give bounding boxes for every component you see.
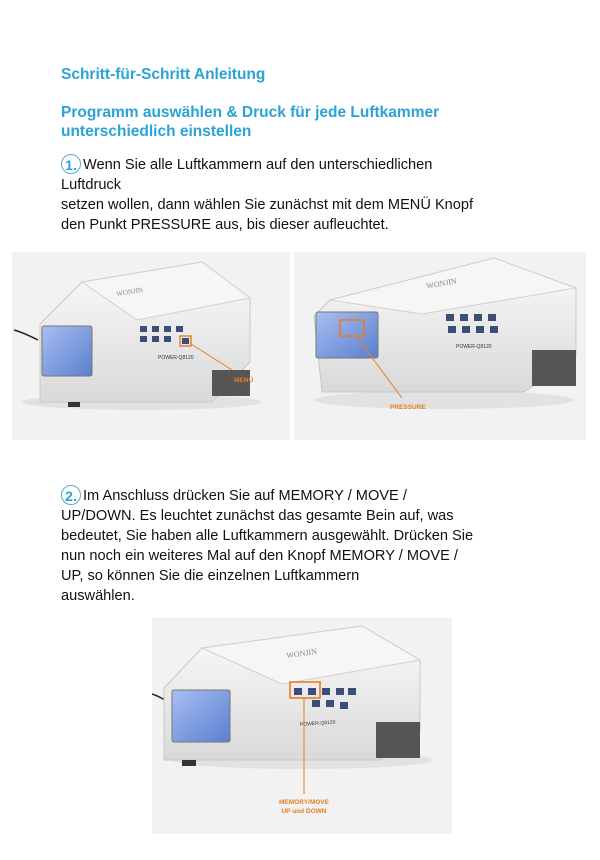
step-2-line-4: nun noch ein weiteres Mal auf den Knopf MEMORY / MOVE / (61, 548, 458, 564)
device-photo-memory-move (152, 618, 452, 834)
step-1-line-4: den Punkt PRESSURE aus, bis dieser aufleuchtet. (61, 217, 389, 233)
step-1-line-2: Luftdruck (61, 177, 122, 193)
callout-pressure: PRESSURE (390, 404, 426, 411)
step-1-line-1: Wenn Sie alle Luftkammern auf den unterschiedlichen (83, 157, 433, 173)
step-2-line-3: bedeutet, Sie haben alle Luftkammern ausgewählt. Drücken Sie (61, 528, 474, 544)
side-ports (532, 350, 576, 386)
step-2-line-1: Im Anschluss drücken Sie auf MEMORY / MOVE / (83, 488, 407, 504)
model-label: POWER-Q8120 (456, 344, 492, 350)
callout-up-down: UP und DOWN (281, 808, 327, 815)
subheading-line-2: unterschiedlich einstellen (61, 123, 252, 140)
callout-memory-move: MEMORY/MOVE (279, 799, 329, 806)
callout-menu: MENÜ (234, 377, 254, 384)
step-1-line-3: setzen wollen, dann wählen Sie zunächst mit dem MENÜ Knopf (61, 197, 474, 213)
lcd-screen (42, 326, 92, 376)
page-subheading (61, 103, 501, 141)
step-2-line-5: UP, so können Sie die einzelnen Luftkammern (61, 568, 360, 584)
brand-label: WONJIN (115, 285, 144, 299)
model-label: POWER-Q8120 (299, 719, 336, 728)
device-illustration-menu (12, 252, 290, 440)
shadow (314, 391, 574, 409)
step-2-instructions (61, 485, 561, 606)
device-photo-menu (12, 252, 290, 440)
step-2-number-badge: 2. (61, 485, 81, 505)
step-2-line-2: UP/DOWN. Es leuchtet zunächst das gesamte Bein auf, was (61, 508, 454, 524)
page-heading: Schritt-für-Schritt Anleitung (61, 66, 266, 83)
brand-label: WONJIN (285, 646, 318, 661)
device-illustration-memory-move (152, 618, 452, 834)
step-1-instructions (61, 154, 561, 235)
side-ports (376, 722, 420, 758)
step-1-number-badge: 1. (61, 154, 81, 174)
foot-left (182, 760, 196, 766)
model-label: POWER-Q8120 (158, 355, 194, 361)
lcd-screen (316, 312, 378, 358)
brand-label: WONJIN (425, 276, 458, 291)
step-2-line-6: auswählen. (61, 588, 135, 604)
subheading-line-1: Programm auswählen & Druck für jede Luftkammer (61, 104, 440, 121)
lcd-screen (172, 690, 230, 742)
device-illustration-pressure (294, 252, 586, 440)
power-cable (14, 330, 38, 340)
device-photo-pressure (294, 252, 586, 440)
foot-left (68, 402, 80, 407)
